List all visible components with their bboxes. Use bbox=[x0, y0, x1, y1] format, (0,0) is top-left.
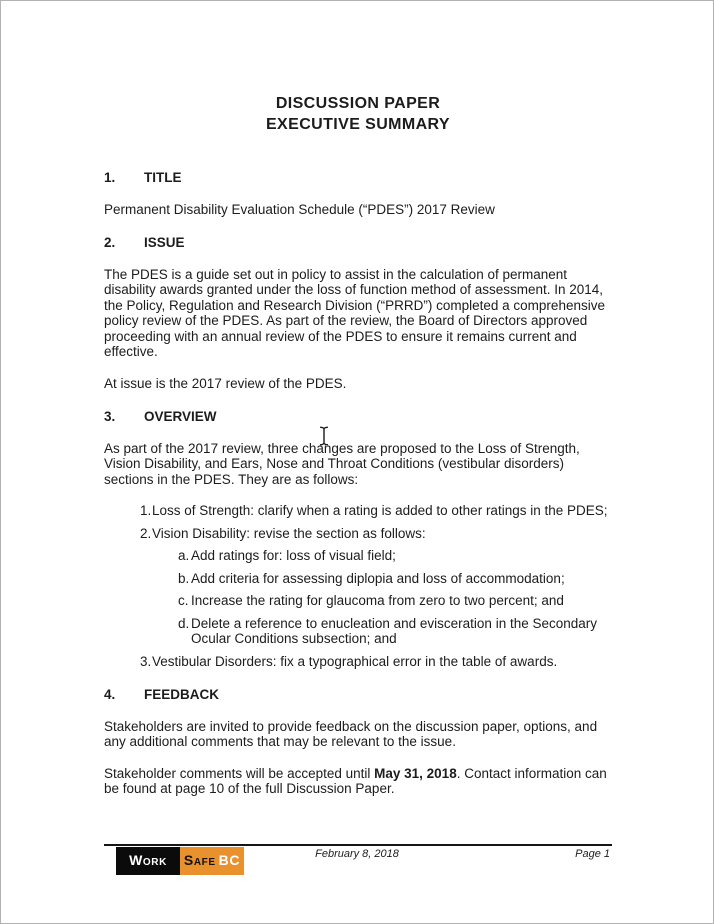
paragraph: Permanent Disability Evaluation Schedule (“PDES”) 2017 Review bbox=[104, 201, 495, 217]
title-line-1: DISCUSSION PAPER bbox=[275, 95, 441, 112]
title-line-2: EXECUTIVE SUMMARY bbox=[265, 115, 450, 133]
list-item bbox=[104, 654, 612, 670]
page-footer bbox=[1, 844, 713, 894]
list-item-text: Add ratings for: loss of visual field; bbox=[191, 548, 396, 563]
list-item-text: Vestibular Disorders: fix a typographical error in the table of awards. bbox=[152, 653, 558, 669]
list-item-text: Loss of Strength: clarify when a rating is added to other ratings in the PDES; bbox=[152, 503, 608, 518]
section-number: 3. bbox=[104, 409, 116, 424]
list-item-text: Delete a reference to enucleation and evisceration in the Secondary Ocular Conditions subsection; and bbox=[191, 615, 598, 646]
deadline-prefix: Stakeholder comments will be accepted until bbox=[104, 765, 375, 781]
discussion-paper-page bbox=[1, 1, 713, 797]
section-feedback bbox=[104, 687, 612, 797]
list-item bbox=[104, 593, 612, 609]
deadline-date: May 31, 2018 bbox=[374, 765, 457, 781]
section-heading-label: FEEDBACK bbox=[144, 687, 220, 702]
list-item bbox=[104, 526, 612, 542]
section-heading-label: ISSUE bbox=[144, 235, 185, 250]
section-heading bbox=[104, 235, 612, 251]
paragraph: As part of the 2017 review, three changes are proposed to the Loss of Strength, Vision Disability, and Ears, Nose and Throat Conditions (vestibular disorders) sections in the PDES. They are as follows: bbox=[104, 440, 580, 487]
paragraph bbox=[104, 766, 612, 797]
list-item bbox=[104, 548, 612, 564]
logo-work-text: Work bbox=[129, 852, 167, 869]
section-issue bbox=[104, 235, 612, 391]
paragraph: The PDES is a guide set out in policy to assist in the calculation of permanent disability awards granted under the loss of function method of assessment. In 2014, the Policy, Regulation and Research Division (“PRRD”) completed a comprehensive policy review of the PDES. As part of the review, the Board of Directors approved proceeding with an annual review of the PDES to ensure it remains current and effective. bbox=[104, 266, 605, 359]
section-number: 4. bbox=[104, 687, 116, 702]
section-heading-label: TITLE bbox=[144, 170, 182, 185]
section-heading bbox=[104, 687, 612, 703]
deadline-suffix: . Contact information can be found at page 10 of the full Discussion Paper. bbox=[104, 765, 607, 796]
logo-bc-text: BC bbox=[218, 852, 241, 869]
section-number: 2. bbox=[104, 235, 116, 250]
footer-page-number: Page 1 bbox=[575, 848, 610, 860]
overview-changes-list bbox=[104, 503, 612, 669]
list-item bbox=[104, 503, 612, 519]
list-marker: 2. bbox=[140, 525, 152, 541]
list-item bbox=[104, 616, 612, 647]
footer-rule bbox=[104, 844, 612, 846]
list-marker: b. bbox=[178, 570, 190, 586]
section-number: 1. bbox=[104, 170, 116, 185]
list-item-text: Add criteria for assessing diplopia and loss of accommodation; bbox=[191, 570, 565, 586]
section-heading bbox=[104, 409, 612, 425]
footer-date: February 8, 2018 bbox=[315, 848, 399, 860]
section-overview bbox=[104, 409, 612, 669]
list-item bbox=[104, 571, 612, 587]
list-marker: c. bbox=[178, 593, 189, 608]
section-heading-label: OVERVIEW bbox=[144, 409, 217, 424]
paragraph: At issue is the 2017 review of the PDES. bbox=[104, 375, 347, 391]
list-marker: 3. bbox=[140, 653, 152, 669]
list-marker: a. bbox=[178, 548, 190, 563]
list-marker: 1. bbox=[140, 503, 152, 518]
section-heading bbox=[104, 170, 612, 186]
section-title bbox=[104, 170, 612, 217]
list-item-text: Increase the rating for glaucoma from zero to two percent; and bbox=[191, 593, 564, 608]
document-title bbox=[104, 94, 612, 135]
logo-safe-text: Safe bbox=[183, 852, 216, 869]
paragraph: Stakeholders are invited to provide feedback on the discussion paper, options, and any additional comments that may be relevant to the issue. bbox=[104, 718, 598, 749]
list-marker: d. bbox=[178, 615, 190, 631]
list-item-text: Vision Disability: revise the section as follows: bbox=[152, 525, 426, 541]
